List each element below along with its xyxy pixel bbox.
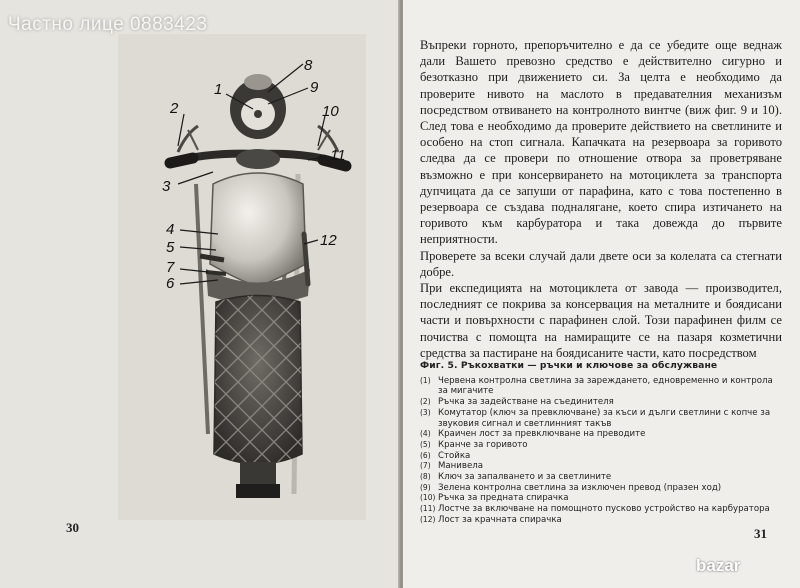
figure-label-3: 3 <box>162 178 171 195</box>
paragraph: Въпреки горното, препоръчително е да се убедите още веднаж дали Вашето превозно средство е действително сигурно и безотказно при движението си. За целта е необходимо да проверите нивото на маслото в предавателния механизъм посредством отвиването на контролното винтче (виж фиг. 9 и 10). След това е необходимо да проверите действието на светлините и особено на стоп сигнала. Капачката на резервоара за горивото следва да се провери по отношение отвора за проветряване възможно е при консервирането на мотоциклета за транспорта дупчицата да се запуши от парафина, като с това постепенно в резервоара се създава подналягане, което спира изтичането на горивото към карбуратора и така довежда до първите неприятности. <box>420 38 782 247</box>
item-text: Ръчка за задействане на съединителя <box>438 397 614 408</box>
item-number: (12) <box>420 514 436 524</box>
item-text: Лостче за включване на помощното пусково устройство на карбуратора <box>438 504 770 515</box>
motorcycle-figure <box>118 34 366 520</box>
figure-label-9: 9 <box>310 79 319 96</box>
list-item <box>420 515 782 526</box>
seller-watermark: Частно лице 0883423 <box>8 14 208 35</box>
list-item <box>420 461 782 472</box>
figure-label-7: 7 <box>166 259 175 276</box>
item-text: Ключ за запалването и за светлините <box>438 472 612 483</box>
item-number: (8) <box>420 472 431 482</box>
figure-label-10: 10 <box>322 103 339 120</box>
list-item <box>420 483 782 494</box>
figure-label-1: 1 <box>214 81 223 98</box>
item-number: (7) <box>420 461 431 471</box>
figure-label-6: 6 <box>166 275 175 292</box>
list-item <box>420 440 782 451</box>
item-text: Зелена контролна светлина за изключен превод (празен ход) <box>438 482 722 493</box>
bazar-logo: bazar <box>696 556 741 575</box>
list-item <box>420 504 782 515</box>
figure-label-4: 4 <box>166 221 175 238</box>
item-number: (6) <box>420 450 431 460</box>
list-item <box>420 451 782 462</box>
item-number: (5) <box>420 439 431 449</box>
caption-title: Фиг. 5. Ръкохватки — ръчки и ключове за обслужване <box>420 360 718 371</box>
item-text: Манивела <box>438 461 483 472</box>
item-text: Кранче за горивото <box>438 439 528 450</box>
item-number: (9) <box>420 482 431 492</box>
list-item <box>420 493 782 504</box>
item-text: Краичен лост за превключване на преводите <box>438 429 646 440</box>
item-text: Червена контролна светлина за зареждането, едновременно и контрола за мигачите <box>438 375 773 397</box>
item-number: (10) <box>420 493 436 503</box>
item-text: Лост за крачната спирачка <box>438 514 562 525</box>
item-text: Стойка <box>438 450 471 461</box>
list-item <box>420 472 782 483</box>
figure-caption <box>420 361 782 526</box>
list-item <box>420 397 782 408</box>
item-number: (4) <box>420 429 431 439</box>
figure-label-11: 11 <box>330 147 346 164</box>
item-text: Комутатор (ключ за превключване) за къси и дълги светлини с копче за звуковия сигнал и светлинният такъв <box>438 407 771 429</box>
item-text: Ръчка за предната спирачка <box>438 493 569 504</box>
right-page-body <box>420 37 782 361</box>
figure-label-5: 5 <box>166 239 175 256</box>
list-item <box>420 429 782 440</box>
paragraph: Проверете за всеки случай дали двете оси за колелата са стегнати добре. <box>420 248 782 279</box>
figure-label-8: 8 <box>304 57 313 74</box>
item-number: (2) <box>420 397 431 407</box>
right-page-number: 31 <box>754 526 767 541</box>
figure-label-12: 12 <box>320 232 337 249</box>
figure-label-2: 2 <box>170 100 179 117</box>
item-number: (11) <box>420 504 436 514</box>
list-item <box>420 408 782 429</box>
paragraph: При експедицията на мотоциклета от завода — производител, последният се покрива за консервация на металните и боядисани части и повърхности с парафинен слой. Този парафинен филм се почиства с помощта на намиращите се на пазаря козметични средства за пастиране на боядисаните части, като посредством <box>420 281 782 360</box>
item-number: (1) <box>420 375 431 385</box>
list-item <box>420 376 782 397</box>
item-number: (3) <box>420 407 431 417</box>
left-page-number: 30 <box>66 520 79 535</box>
